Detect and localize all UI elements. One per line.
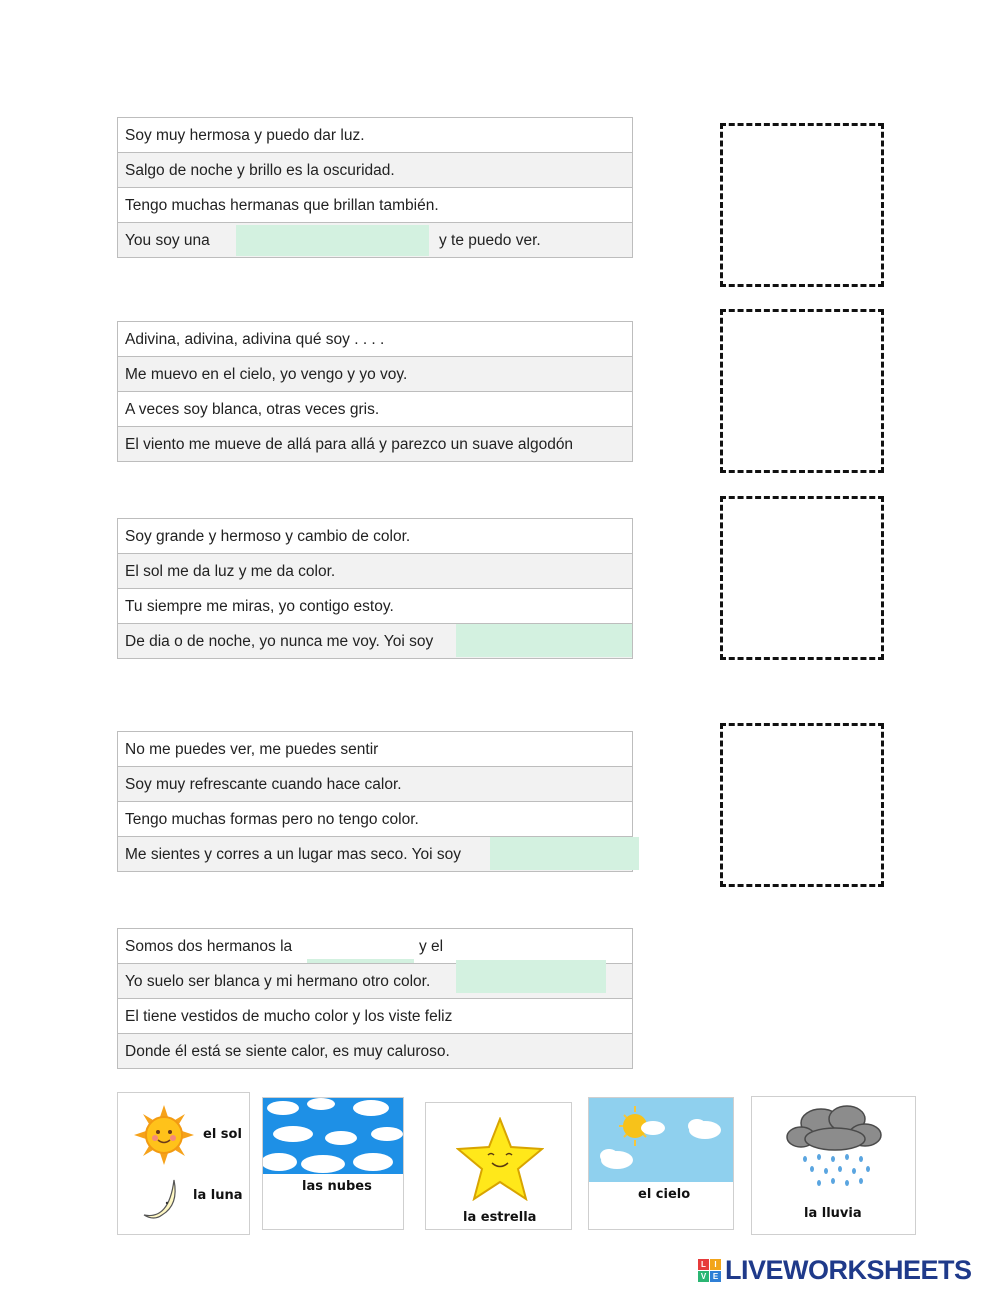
answer-input-lluvia[interactable]: [490, 837, 639, 870]
clouds-icon: [263, 1098, 403, 1174]
riddle-2-line-3: A veces soy blanca, otras veces gris.: [118, 392, 632, 427]
drop-zone-1[interactable]: [720, 123, 884, 287]
drop-zone-4[interactable]: [720, 723, 884, 887]
riddle-3-line-1: Soy grande y hermoso y cambio de color.: [118, 519, 632, 554]
liveworksheets-logo: [698, 1256, 972, 1284]
card-label-cielo: el cielo: [638, 1187, 691, 1202]
star-icon: [456, 1117, 544, 1201]
card-estrella[interactable]: [425, 1102, 572, 1230]
logo-text: LIVEWORKSHEETS: [725, 1254, 972, 1285]
card-sol-luna[interactable]: [117, 1092, 250, 1235]
riddle-4-line-1: No me puedes ver, me puedes sentir: [118, 732, 632, 767]
riddle-1-line-3: Tengo muchas hermanas que brillan también.: [118, 188, 632, 223]
sun-icon: [134, 1105, 194, 1165]
card-label-nubes: las nubes: [302, 1179, 372, 1194]
logo-mark-icon: L I V E: [698, 1259, 721, 1282]
card-lluvia[interactable]: [751, 1096, 916, 1235]
sky-icon: [589, 1098, 733, 1182]
card-label-sol: el sol: [203, 1127, 242, 1142]
riddle-3-line-4: De dia o de noche, yo nunca me voy. Yoi soy: [118, 624, 632, 659]
riddle-1-line-1: Soy muy hermosa y puedo dar luz.: [118, 118, 632, 153]
riddle-1-line-4: You soy una y te puedo ver.: [118, 223, 632, 258]
answer-input-estrella[interactable]: [236, 225, 429, 256]
riddle-4-line-3: Tengo muchas formas pero no tengo color.: [118, 802, 632, 837]
riddle-4: [117, 731, 633, 872]
riddle-4-line-2: Soy muy refrescante cuando hace calor.: [118, 767, 632, 802]
card-cielo[interactable]: [588, 1097, 734, 1230]
answer-input-luna[interactable]: [307, 959, 414, 963]
rain-cloud-icon: [785, 1103, 885, 1199]
moon-icon: [134, 1175, 184, 1225]
riddle-5: [117, 928, 633, 1069]
card-label-estrella: la estrella: [463, 1210, 537, 1225]
riddle-4-line-4: Me sientes y corres a un lugar mas seco. Yoi soy: [118, 837, 632, 872]
riddle-3-line-2: El sol me da luz y me da color.: [118, 554, 632, 589]
riddle-5-line-4: Donde él está se siente calor, es muy caluroso.: [118, 1034, 632, 1069]
riddle-5-line-1: Somos dos hermanos la y el: [118, 929, 632, 964]
card-nubes[interactable]: [262, 1097, 404, 1230]
riddle-5-line-2: Yo suelo ser blanca y mi hermano otro color.: [118, 964, 632, 999]
riddle-5-line-3: El tiene vestidos de mucho color y los viste feliz: [118, 999, 632, 1034]
riddle-1-line-2: Salgo de noche y brillo es la oscuridad.: [118, 153, 632, 188]
drop-zone-3[interactable]: [720, 496, 884, 660]
riddle-3-line-3: Tu siempre me miras, yo contigo estoy.: [118, 589, 632, 624]
riddle-2: [117, 321, 633, 462]
riddle-1: [117, 117, 633, 258]
riddle-2-line-1: Adivina, adivina, adivina qué soy . . . .: [118, 322, 632, 357]
drop-zone-2[interactable]: [720, 309, 884, 473]
riddle-3: [117, 518, 633, 659]
answer-input-sol[interactable]: [456, 960, 606, 993]
riddle-2-line-2: Me muevo en el cielo, yo vengo y yo voy.: [118, 357, 632, 392]
card-label-lluvia: la lluvia: [804, 1206, 862, 1221]
answer-input-cielo[interactable]: [456, 624, 632, 657]
card-label-luna: la luna: [193, 1188, 243, 1203]
riddle-2-line-4: El viento me mueve de allá para allá y parezco un suave algodón: [118, 427, 632, 462]
